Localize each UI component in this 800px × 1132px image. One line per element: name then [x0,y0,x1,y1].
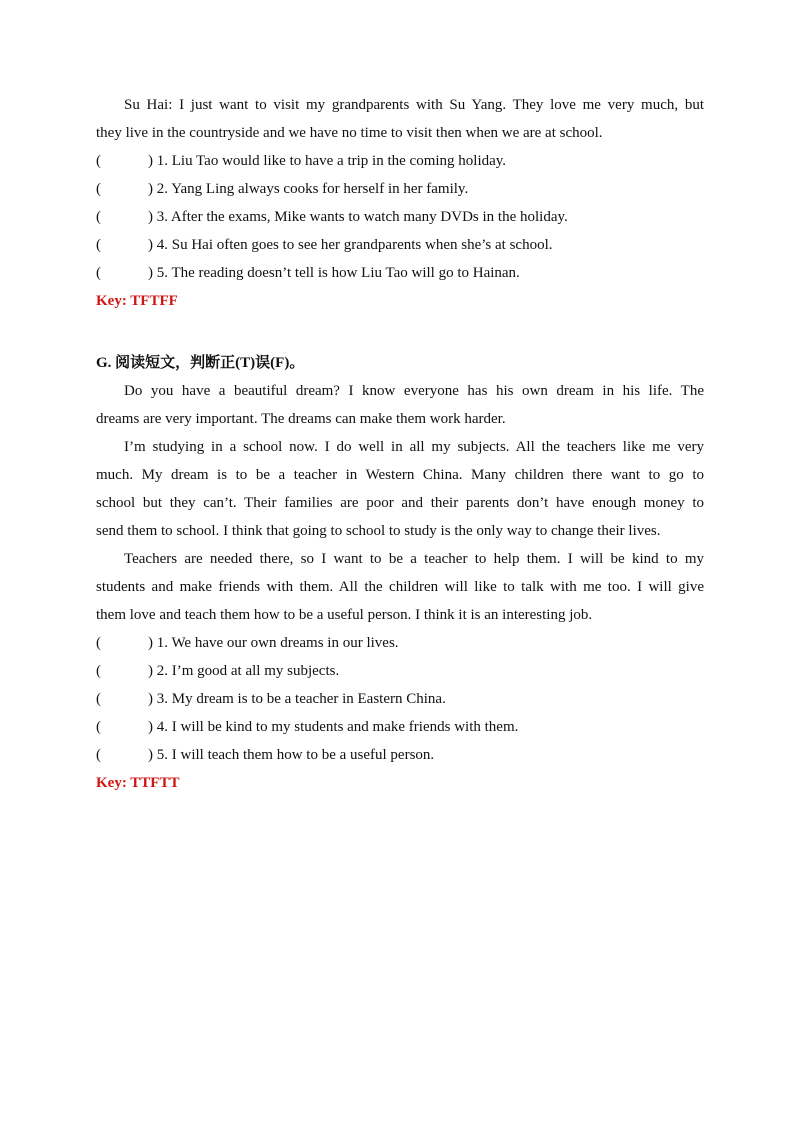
question-text: ) 5. The reading doesn’t tell is how Liu Tao will go to Hainan. [148,265,520,281]
question-item [96,263,704,283]
passage-line: I’m studying in a school now. I do well in all my subjects. All the teachers like me very [124,439,704,455]
question-item [96,661,704,681]
answer-key: Key: TTFTT [96,775,180,791]
question-text: ) 3. My dream is to be a teacher in Eastern China. [148,691,446,707]
answer-blank[interactable]: ( [96,719,101,735]
answer-blank[interactable]: ( [96,209,101,225]
answer-blank[interactable]: ( [96,635,101,651]
section-heading: G. 阅读短文，判断正(T)误(F)。 [96,355,305,371]
question-text: ) 4. Su Hai often goes to see her grandparents when she’s at school. [148,237,553,253]
question-text: ) 1. We have our own dreams in our lives. [148,635,399,651]
passage-line: school but they can’t. Their families are poor and their parents don’t have enough money to [96,495,704,511]
passage-line: send them to school. I think that going to school to study is the only way to change their lives. [96,523,661,539]
question-item [96,207,704,227]
answer-key: Key: TFTFF [96,293,178,309]
question-item [96,717,704,737]
answer-blank[interactable]: ( [96,153,101,169]
passage-line: them love and teach them how to be a useful person. I think it is an interesting job. [96,607,593,623]
answer-blank[interactable]: ( [96,747,101,763]
question-item [96,179,704,199]
question-text: ) 3. After the exams, Mike wants to watch many DVDs in the holiday. [148,209,568,225]
question-text: ) 2. Yang Ling always cooks for herself in her family. [148,181,469,197]
question-item [96,235,704,255]
answer-blank[interactable]: ( [96,265,101,281]
answer-blank[interactable]: ( [96,663,101,679]
passage-line: much. My dream is to be a teacher in Western China. Many children there want to go to [96,467,704,483]
answer-blank[interactable]: ( [96,181,101,197]
question-item [96,151,704,171]
question-text: ) 4. I will be kind to my students and make friends with them. [148,719,519,735]
passage-line: Do you have a beautiful dream? I know everyone has his own dream in his life. The [124,383,704,399]
question-text: ) 1. Liu Tao would like to have a trip in the coming holiday. [148,153,507,169]
answer-blank[interactable]: ( [96,237,101,253]
question-item [96,633,704,653]
passage-line: Su Hai: I just want to visit my grandparents with Su Yang. They love me very much, but [124,97,704,113]
question-item [96,745,704,765]
passage-line: dreams are very important. The dreams can make them work harder. [96,411,506,427]
question-text: ) 5. I will teach them how to be a useful person. [148,747,435,763]
question-text: ) 2. I’m good at all my subjects. [148,663,340,679]
question-item [96,689,704,709]
answer-blank[interactable]: ( [96,691,101,707]
passage-line: they live in the countryside and we have no time to visit then when we are at school. [96,125,603,141]
passage-line: Teachers are needed there, so I want to be a teacher to help them. I will be kind to my [124,551,704,567]
passage-line: students and make friends with them. All the children will like to talk with me too. I will give [96,579,704,595]
